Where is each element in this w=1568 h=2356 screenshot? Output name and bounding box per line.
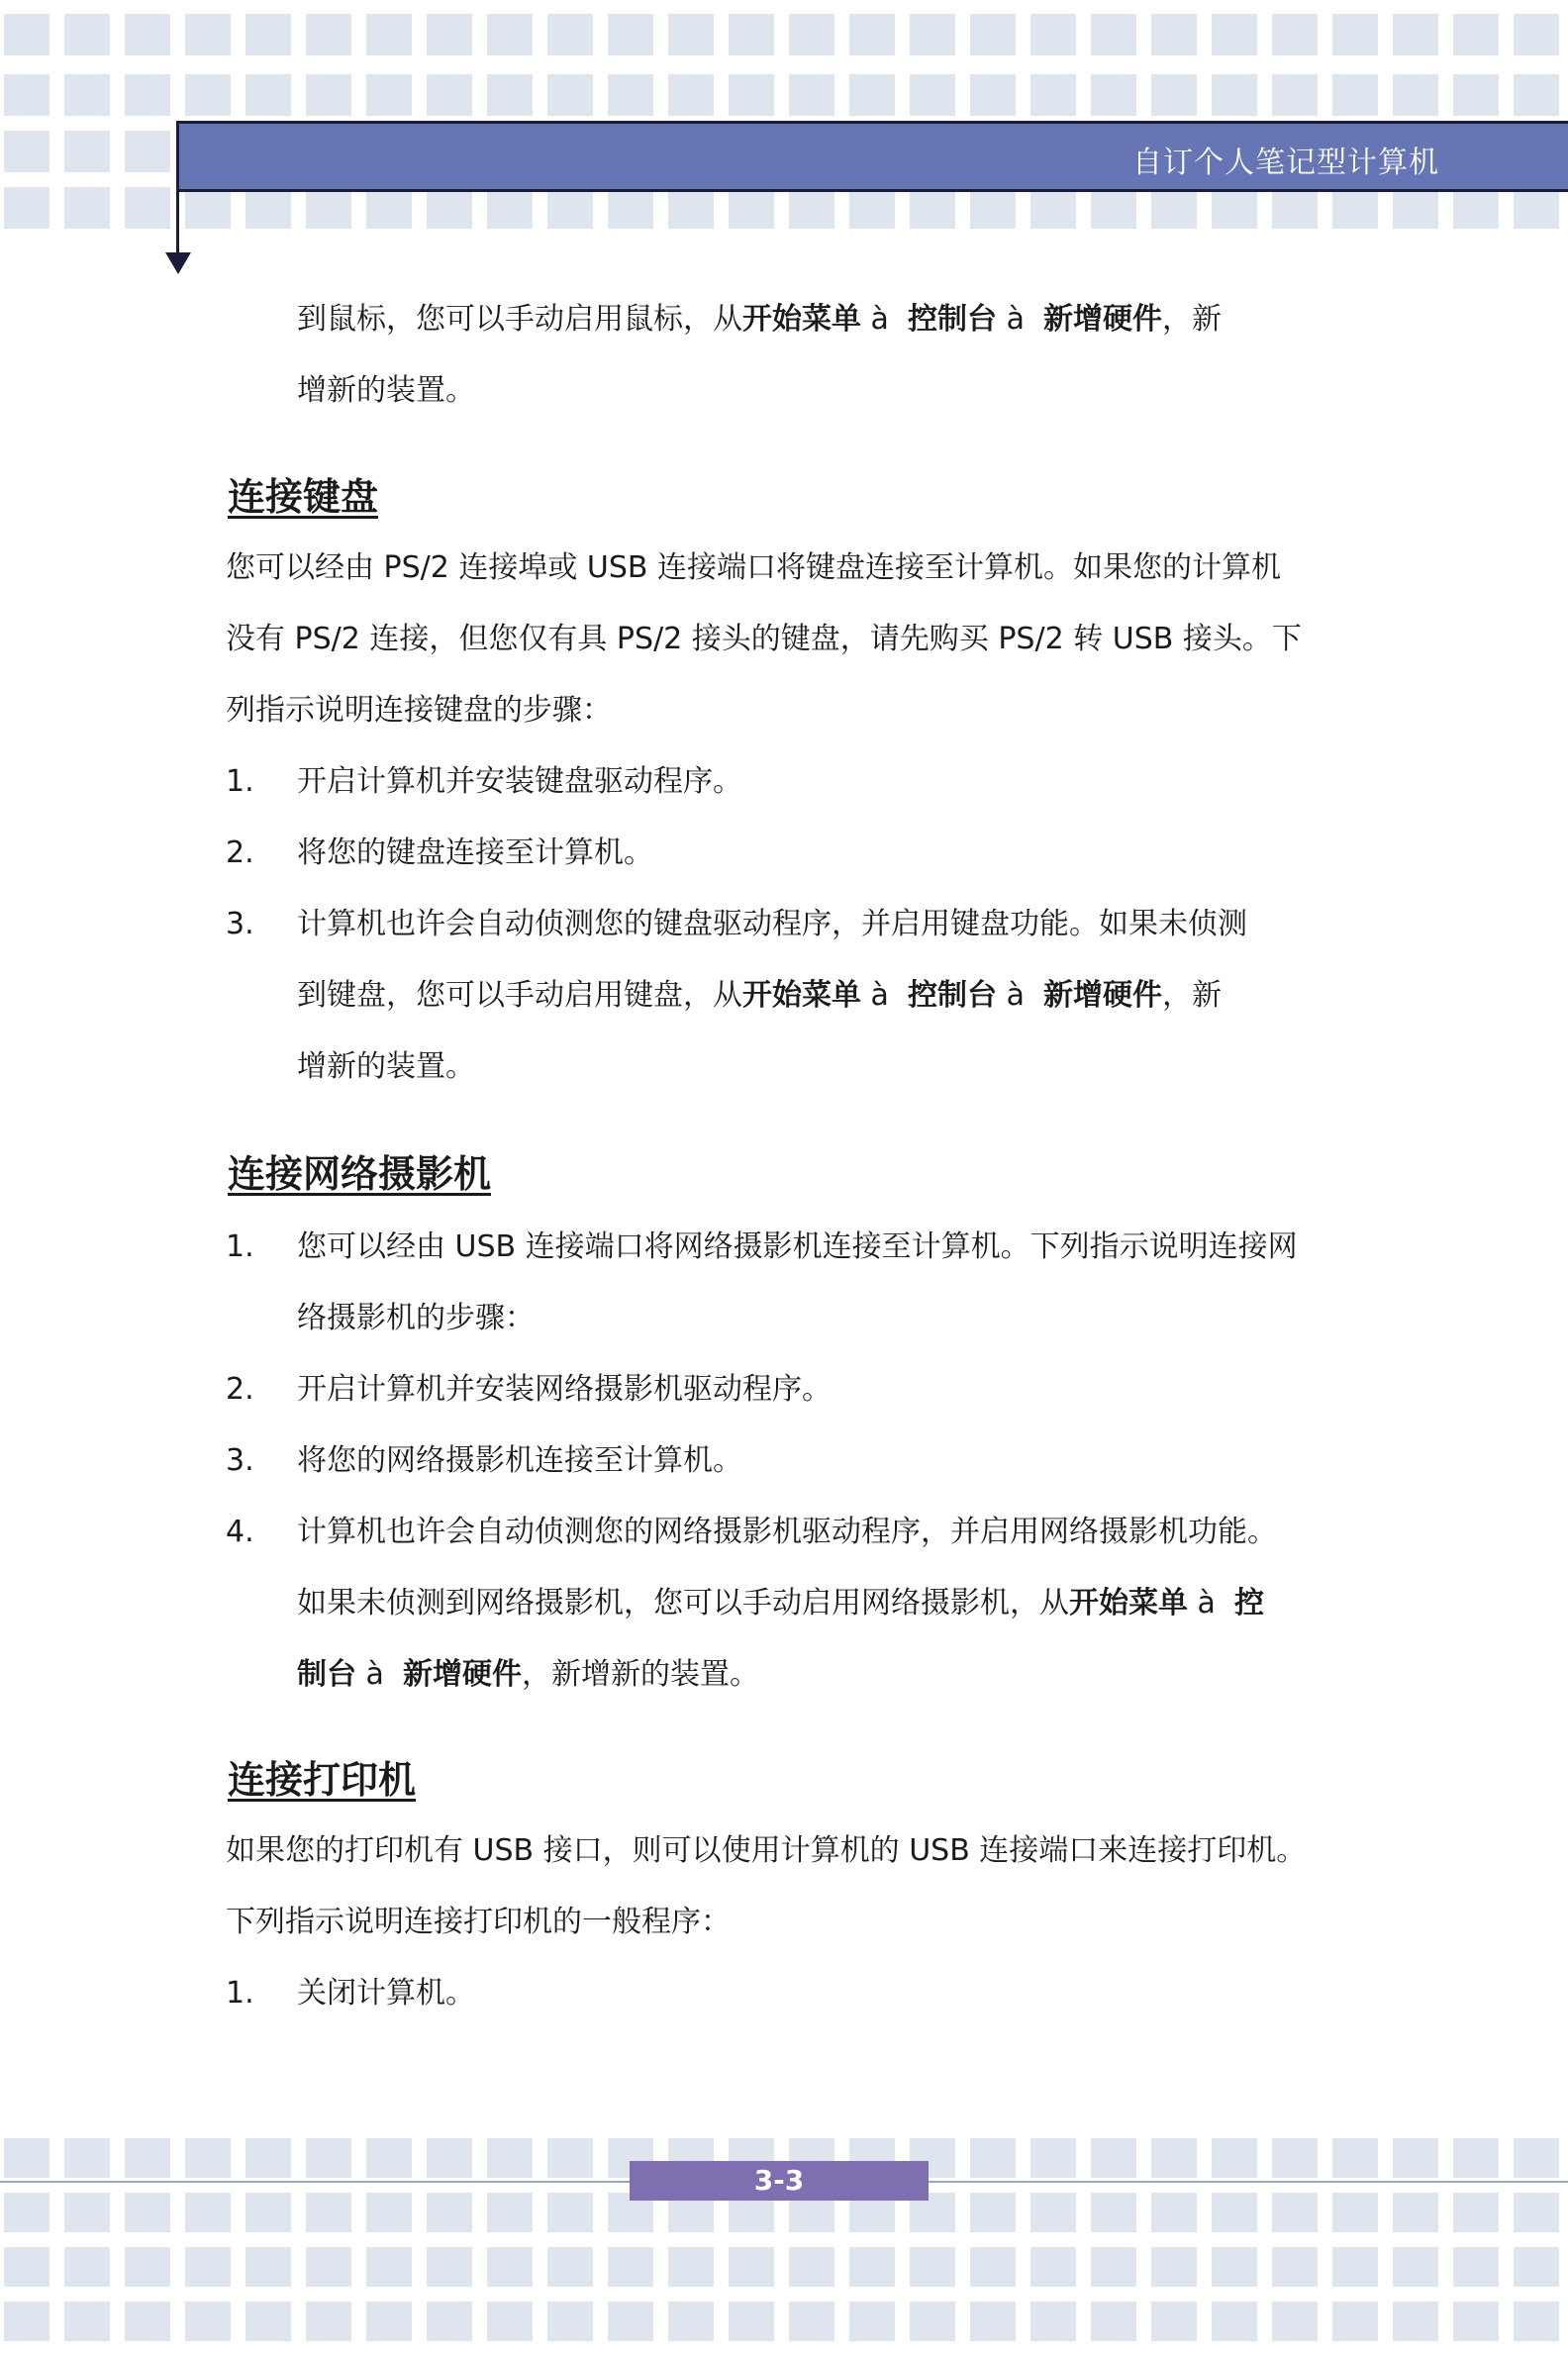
down-arrow-icon: [165, 252, 191, 274]
webcam-step-4-line-2: 如果未侦测到网络摄影机，您可以手动启用网络摄影机，从开始菜单 à 控: [297, 1586, 1265, 1620]
page-number: 3-3: [630, 2161, 929, 2201]
keyboard-para-2: 没有 PS/2 连接，但您仅有具 PS/2 接头的键盘，请先购买 PS/2 转 USB 接头。下: [226, 622, 1302, 656]
webcam-step-3-num: 3.: [226, 1443, 254, 1478]
webcam-step-4: 计算机也许会自动侦测您的网络摄影机驱动程序，并启用网络摄影机功能。: [297, 1515, 1277, 1549]
printer-heading: 连接打印机: [228, 1758, 417, 1802]
printer-para-1: 如果您的打印机有 USB 接口，则可以使用计算机的 USB 连接端口来连接打印机。: [226, 1833, 1307, 1868]
bottom-grid-row-4: [0, 2302, 1568, 2341]
webcam-step-2: 开启计算机并安装网络摄影机驱动程序。: [297, 1372, 832, 1407]
header-bar: [176, 121, 1568, 192]
keyboard-step-3-line-3: 增新的装置。: [297, 1049, 475, 1084]
keyboard-step-1: 开启计算机并安装键盘驱动程序。: [297, 764, 742, 799]
keyboard-heading: 连接键盘: [228, 475, 379, 519]
webcam-heading: 连接网络摄影机: [228, 1152, 492, 1196]
webcam-step-4-num: 4.: [226, 1515, 254, 1549]
webcam-step-1-line-2: 络摄影机的步骤：: [297, 1301, 535, 1335]
keyboard-step-3-line-2: 到键盘，您可以手动启用键盘，从开始菜单 à 控制台 à 新增硬件，新: [297, 978, 1223, 1013]
keyboard-para-3: 列指示说明连接键盘的步骤：: [226, 693, 612, 728]
printer-para-2: 下列指示说明连接打印机的一般程序：: [226, 1905, 731, 1939]
webcam-step-3: 将您的网络摄影机连接至计算机。: [297, 1443, 742, 1478]
webcam-step-4-line-3: 制台 à 新增硬件，新增新的装置。: [297, 1657, 760, 1692]
webcam-step-1: 您可以经由 USB 连接端口将网络摄影机连接至计算机。下列指示说明连接网: [297, 1229, 1298, 1264]
keyboard-para-1: 您可以经由 PS/2 连接埠或 USB 连接端口将键盘连接至计算机。如果您的计算机: [226, 550, 1282, 585]
header-vertical-line: [176, 121, 179, 259]
webcam-step-2-num: 2.: [226, 1372, 254, 1407]
webcam-step-1-num: 1.: [226, 1229, 254, 1264]
keyboard-step-2-num: 2.: [226, 835, 254, 870]
intro-line-2: 增新的装置。: [297, 373, 475, 408]
intro-line-1: 到鼠标，您可以手动启用鼠标，从开始菜单 à 控制台 à 新增硬件，新: [297, 302, 1223, 337]
header-title: 自订个人笔记型计算机: [1132, 146, 1439, 180]
keyboard-step-2: 将您的键盘连接至计算机。: [297, 835, 653, 870]
bottom-grid-row-3: [0, 2247, 1568, 2287]
keyboard-step-3: 计算机也许会自动侦测您的键盘驱动程序，并启用键盘功能。如果未侦测: [297, 907, 1247, 941]
keyboard-step-1-num: 1.: [226, 764, 254, 799]
printer-step-1-num: 1.: [226, 1976, 254, 2011]
top-grid-row-2: [0, 74, 1568, 116]
top-grid-row-4: [0, 187, 1568, 229]
printer-step-1: 关闭计算机。: [297, 1976, 475, 2011]
keyboard-step-3-num: 3.: [226, 907, 254, 941]
top-grid-row-1: [0, 14, 1568, 55]
